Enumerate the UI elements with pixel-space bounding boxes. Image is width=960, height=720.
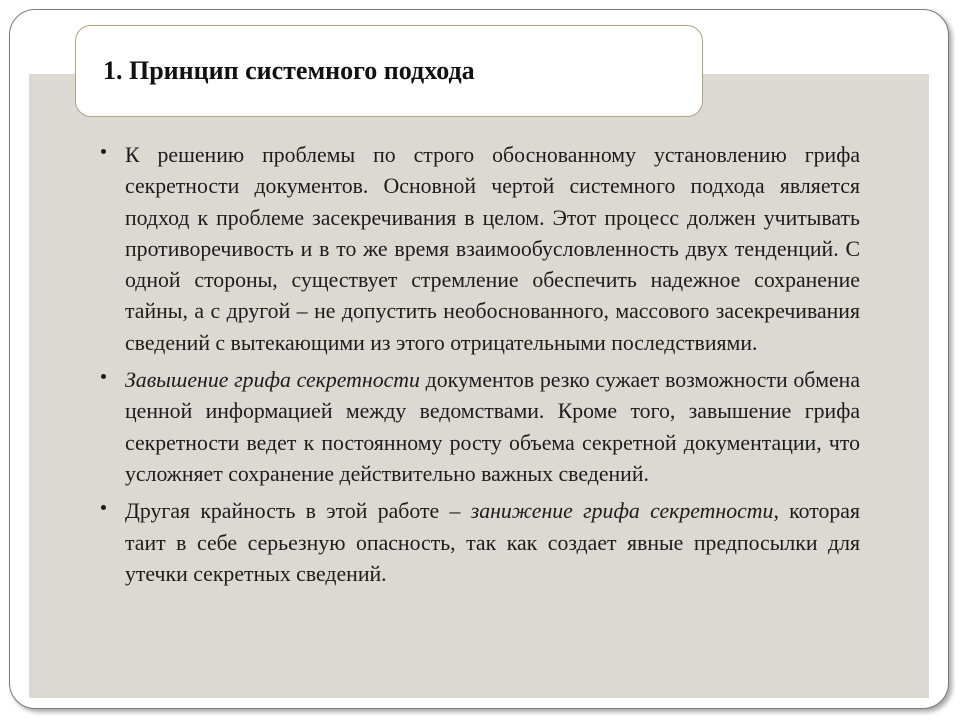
bullet-text: К решению проблемы по строго обоснованному установлению грифа секретности документов. Основной чертой системного подхода является подход к проблеме засекречивания в целом. Этот процесс должен учитывать противоречивость и в то же время взаимообусловленность двух тенденций. С одной стороны, существует стремление обеспечить надежное сохранение тайны, а с другой – не допустить необоснованного, массового засекречивания сведений с вытекающими из этого отрицательными последствиями. — [125, 143, 860, 355]
bullet-list — [98, 140, 860, 596]
bullet-text: , которая таит в себе серьезную опасность, так как создает явные предпосылки для утечки секретных сведений. — [125, 499, 861, 586]
bullet-item — [98, 140, 860, 359]
bullet-item — [98, 365, 860, 490]
bullet-text: Другая крайность в этой работе – — [125, 499, 471, 524]
bullet-text: документов резко сужает возможности обмена ценной информацией между ведомствами. Кроме того, завышение грифа секретности ведет к постоянному росту объема секретной документации, что усложняет сохранение действительно важных сведений. — [125, 368, 860, 486]
bullet-text-emphasis: занижение грифа секретности — [470, 499, 774, 524]
slide-title: 1. Принцип системного подхода — [103, 56, 475, 85]
bullet-text-emphasis: Завышение грифа секретности — [125, 368, 420, 393]
bullet-item — [98, 496, 860, 590]
title-box — [75, 25, 703, 117]
